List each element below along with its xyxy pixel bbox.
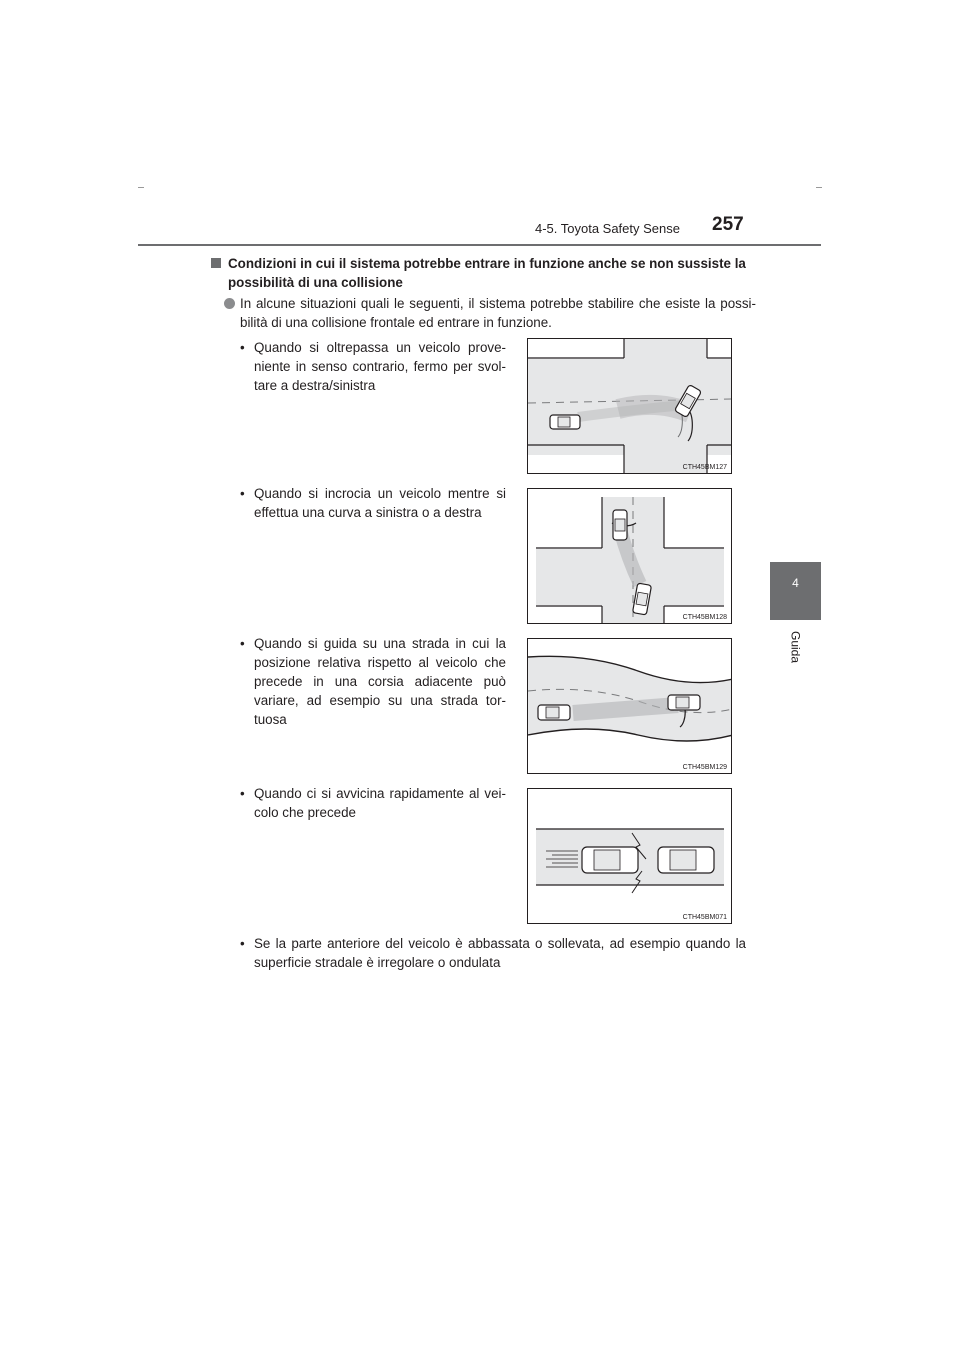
winding-road-illustration xyxy=(528,639,732,774)
rapid-approach-illustration xyxy=(528,789,732,924)
illustration-oncoming-turning-vehicle xyxy=(527,338,732,474)
figure-code: CTH45BM129 xyxy=(682,764,727,771)
list-item-text: Quando si guida su una strada in cui la posizione relativa rispetto al veicolo che precede in una corsia adiacente può variare, ad esempio su una strada tor-tuosa xyxy=(254,636,506,727)
crop-mark xyxy=(138,187,144,188)
chapter-number: 4 xyxy=(792,576,799,590)
figure-code: CTH45BM071 xyxy=(682,914,727,921)
list-item-text: Se la parte anteriore del veicolo è abbassata o sollevata, ad esempio quando la superficie stradale è irregolare o ondulata xyxy=(254,936,746,970)
figure-code: CTH45BM128 xyxy=(682,614,727,621)
bullet-mark: • xyxy=(240,486,245,501)
circle-bullet-icon xyxy=(224,298,235,309)
bullet-mark: • xyxy=(240,786,245,801)
section-title: 4-5. Toyota Safety Sense xyxy=(534,221,680,236)
list-item xyxy=(240,784,506,822)
crossroad-illustration xyxy=(528,489,732,624)
heading-text: Condizioni in cui il sistema potrebbe entrare in funzione anche se non sussiste la possibilità di una collisione xyxy=(228,256,746,290)
intro-text: In alcune situazioni quali le seguenti, il sistema potrebbe stabilire che esiste la possi-bilità di una collisione frontale ed entrare in funzione. xyxy=(240,296,756,330)
bullet-mark: • xyxy=(240,636,245,651)
intersection-illustration xyxy=(528,339,732,474)
illustration-crossing-vehicle-turn xyxy=(527,488,732,624)
list-item xyxy=(240,484,506,522)
illustration-rapid-approach xyxy=(527,788,732,924)
list-item xyxy=(240,338,506,395)
figure-code: CTH45BM127 xyxy=(682,464,727,471)
page-number: 257 xyxy=(712,214,744,235)
list-item xyxy=(240,634,506,729)
list-item-text: Quando si incrocia un veicolo mentre si effettua una curva a sinistra o a destra xyxy=(254,486,506,520)
section-heading xyxy=(211,254,756,292)
illustration-winding-road xyxy=(527,638,732,774)
list-item-text: Quando si oltrepassa un veicolo prove-niente in senso contrario, fermo per svol-tare a destra/sinistra xyxy=(254,340,506,393)
list-item-text: Quando ci si avvicina rapidamente al vei-colo che precede xyxy=(254,786,506,820)
bullet-mark: • xyxy=(240,936,245,951)
square-bullet-icon xyxy=(211,258,221,268)
header-divider xyxy=(138,244,821,246)
list-item xyxy=(240,934,746,972)
crop-mark xyxy=(816,187,822,188)
intro-paragraph xyxy=(224,294,756,332)
bullet-mark: • xyxy=(240,340,245,355)
chapter-label: Guida xyxy=(788,630,803,664)
